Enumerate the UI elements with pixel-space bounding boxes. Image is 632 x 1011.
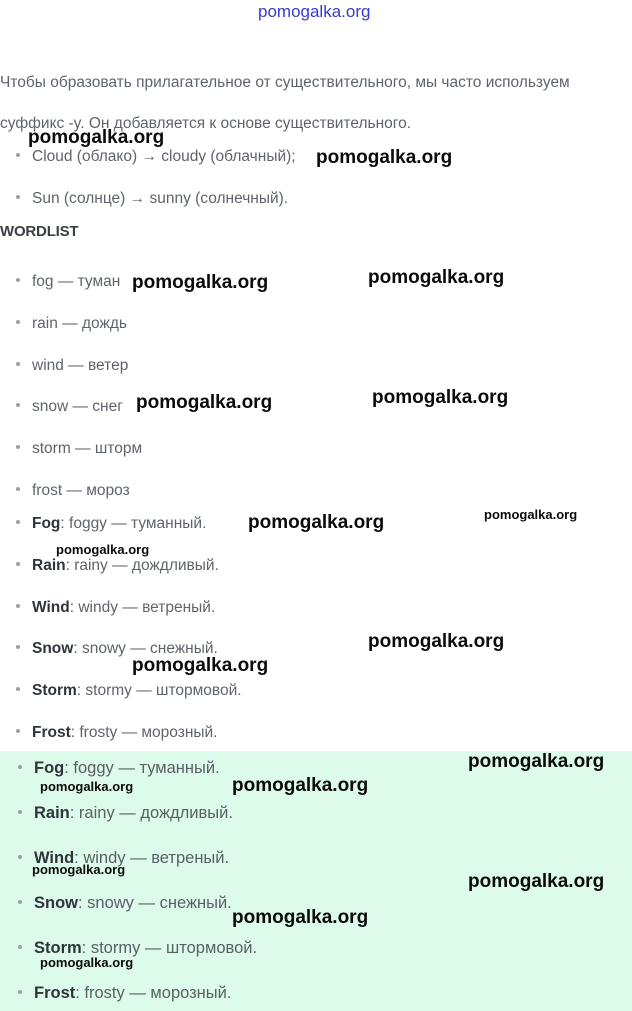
answer-adjective: : windy — ветреный. (74, 849, 230, 867)
derived-adjective: : frosty — морозный. (70, 724, 218, 741)
intro-line-1: Чтобы образовать прилагательное от существительного, мы часто используем (0, 74, 570, 91)
wordlist-text: frost — мороз (32, 482, 130, 499)
wordlist-text: snow — снег (32, 398, 123, 415)
answer-adjective: : snowy — снежный. (78, 894, 232, 912)
watermark-top: pomogalka.org (258, 2, 371, 21)
bullet-dot (16, 278, 20, 282)
example-item-sun (16, 190, 616, 208)
bullet-dot (16, 153, 20, 157)
derived-adjective: : snowy — снежный. (73, 640, 218, 657)
derived-noun: Snow (32, 640, 74, 657)
watermark: pomogalka.org (40, 779, 134, 794)
watermark: pomogalka.org (132, 655, 269, 676)
watermark: pomogalka.org (368, 267, 505, 288)
bullet-dot (16, 604, 20, 608)
intro-line-2: суффикс -y. Он добавляется к основе существительного. (0, 115, 412, 132)
watermark: pomogalka.org (316, 147, 453, 168)
watermark: pomogalka.org (468, 871, 605, 892)
watermark: pomogalka.org (32, 862, 126, 877)
watermark: pomogalka.org (368, 631, 505, 652)
derived-adjective: : windy — ветреный. (69, 599, 216, 616)
derived-noun: Frost (32, 724, 71, 741)
bullet-dot (18, 855, 22, 859)
watermark: pomogalka.org (56, 542, 150, 557)
watermark: pomogalka.org (468, 751, 605, 772)
watermark: pomogalka.org (248, 512, 385, 533)
answer-adjective: : stormy — штормовой. (81, 939, 258, 957)
example-text: Cloud (облако) → cloudy (облачный); (32, 148, 296, 165)
derived-adjective: : rainy — дождливый. (65, 557, 219, 574)
wordlist-item (16, 357, 616, 375)
answer-adjective: : rainy — дождливый. (69, 804, 233, 822)
answer-noun: Snow (34, 894, 78, 912)
bullet-dot (16, 362, 20, 366)
wordlist-item (16, 440, 616, 458)
answer-noun: Fog (34, 759, 65, 777)
wordlist-item (16, 273, 616, 291)
bullet-dot (16, 520, 20, 524)
wordlist-text: wind — ветер (32, 357, 129, 374)
derived-adjective: : stormy — штормовой. (76, 682, 242, 699)
derived-item (16, 724, 616, 742)
derived-noun: Wind (32, 599, 70, 616)
watermark: pomogalka.org (28, 127, 165, 148)
bullet-dot (16, 645, 20, 649)
derived-noun: Fog (32, 515, 61, 532)
answer-noun: Storm (34, 939, 82, 957)
watermark: pomogalka.org (484, 507, 578, 522)
derived-adjective: : foggy — туманный. (60, 515, 207, 532)
answer-item (18, 984, 618, 1003)
watermark: pomogalka.org (132, 272, 269, 293)
wordlist-text: fog — туман (32, 273, 121, 290)
wordlist-item (16, 482, 616, 500)
bullet-dot (18, 945, 22, 949)
watermark: pomogalka.org (372, 387, 509, 408)
answer-noun: Frost (34, 984, 76, 1002)
bullet-dot (16, 445, 20, 449)
watermark: pomogalka.org (40, 955, 134, 970)
wordlist-item (16, 315, 616, 333)
bullet-dot (16, 195, 20, 199)
answer-adjective: : foggy — туманный. (64, 759, 220, 777)
answer-noun: Wind (34, 849, 75, 867)
bullet-dot (16, 403, 20, 407)
watermark: pomogalka.org (232, 775, 369, 796)
derived-noun: Storm (32, 682, 77, 699)
answer-item (18, 804, 618, 823)
derived-item (16, 599, 616, 617)
wordlist-text: rain — дождь (32, 315, 127, 332)
watermark: pomogalka.org (136, 392, 273, 413)
derived-noun: Rain (32, 557, 66, 574)
bullet-dot (16, 562, 20, 566)
example-text: Sun (солнце) → sunny (солнечный). (32, 190, 289, 207)
bullet-dot (16, 729, 20, 733)
bullet-dot (18, 765, 22, 769)
bullet-dot (18, 990, 22, 994)
bullet-dot (16, 320, 20, 324)
bullet-dot (18, 900, 22, 904)
wordlist-text: storm — шторм (32, 440, 143, 457)
derived-item (16, 640, 616, 658)
bullet-dot (16, 487, 20, 491)
wordlist-heading: WORDLIST (0, 223, 79, 240)
bullet-dot (18, 810, 22, 814)
bullet-dot (16, 687, 20, 691)
derived-item (16, 557, 616, 575)
answer-adjective: : frosty — морозный. (75, 984, 232, 1002)
derived-item (16, 682, 616, 700)
wordlist-item (16, 398, 616, 416)
watermark: pomogalka.org (232, 907, 369, 928)
answer-noun: Rain (34, 804, 70, 822)
